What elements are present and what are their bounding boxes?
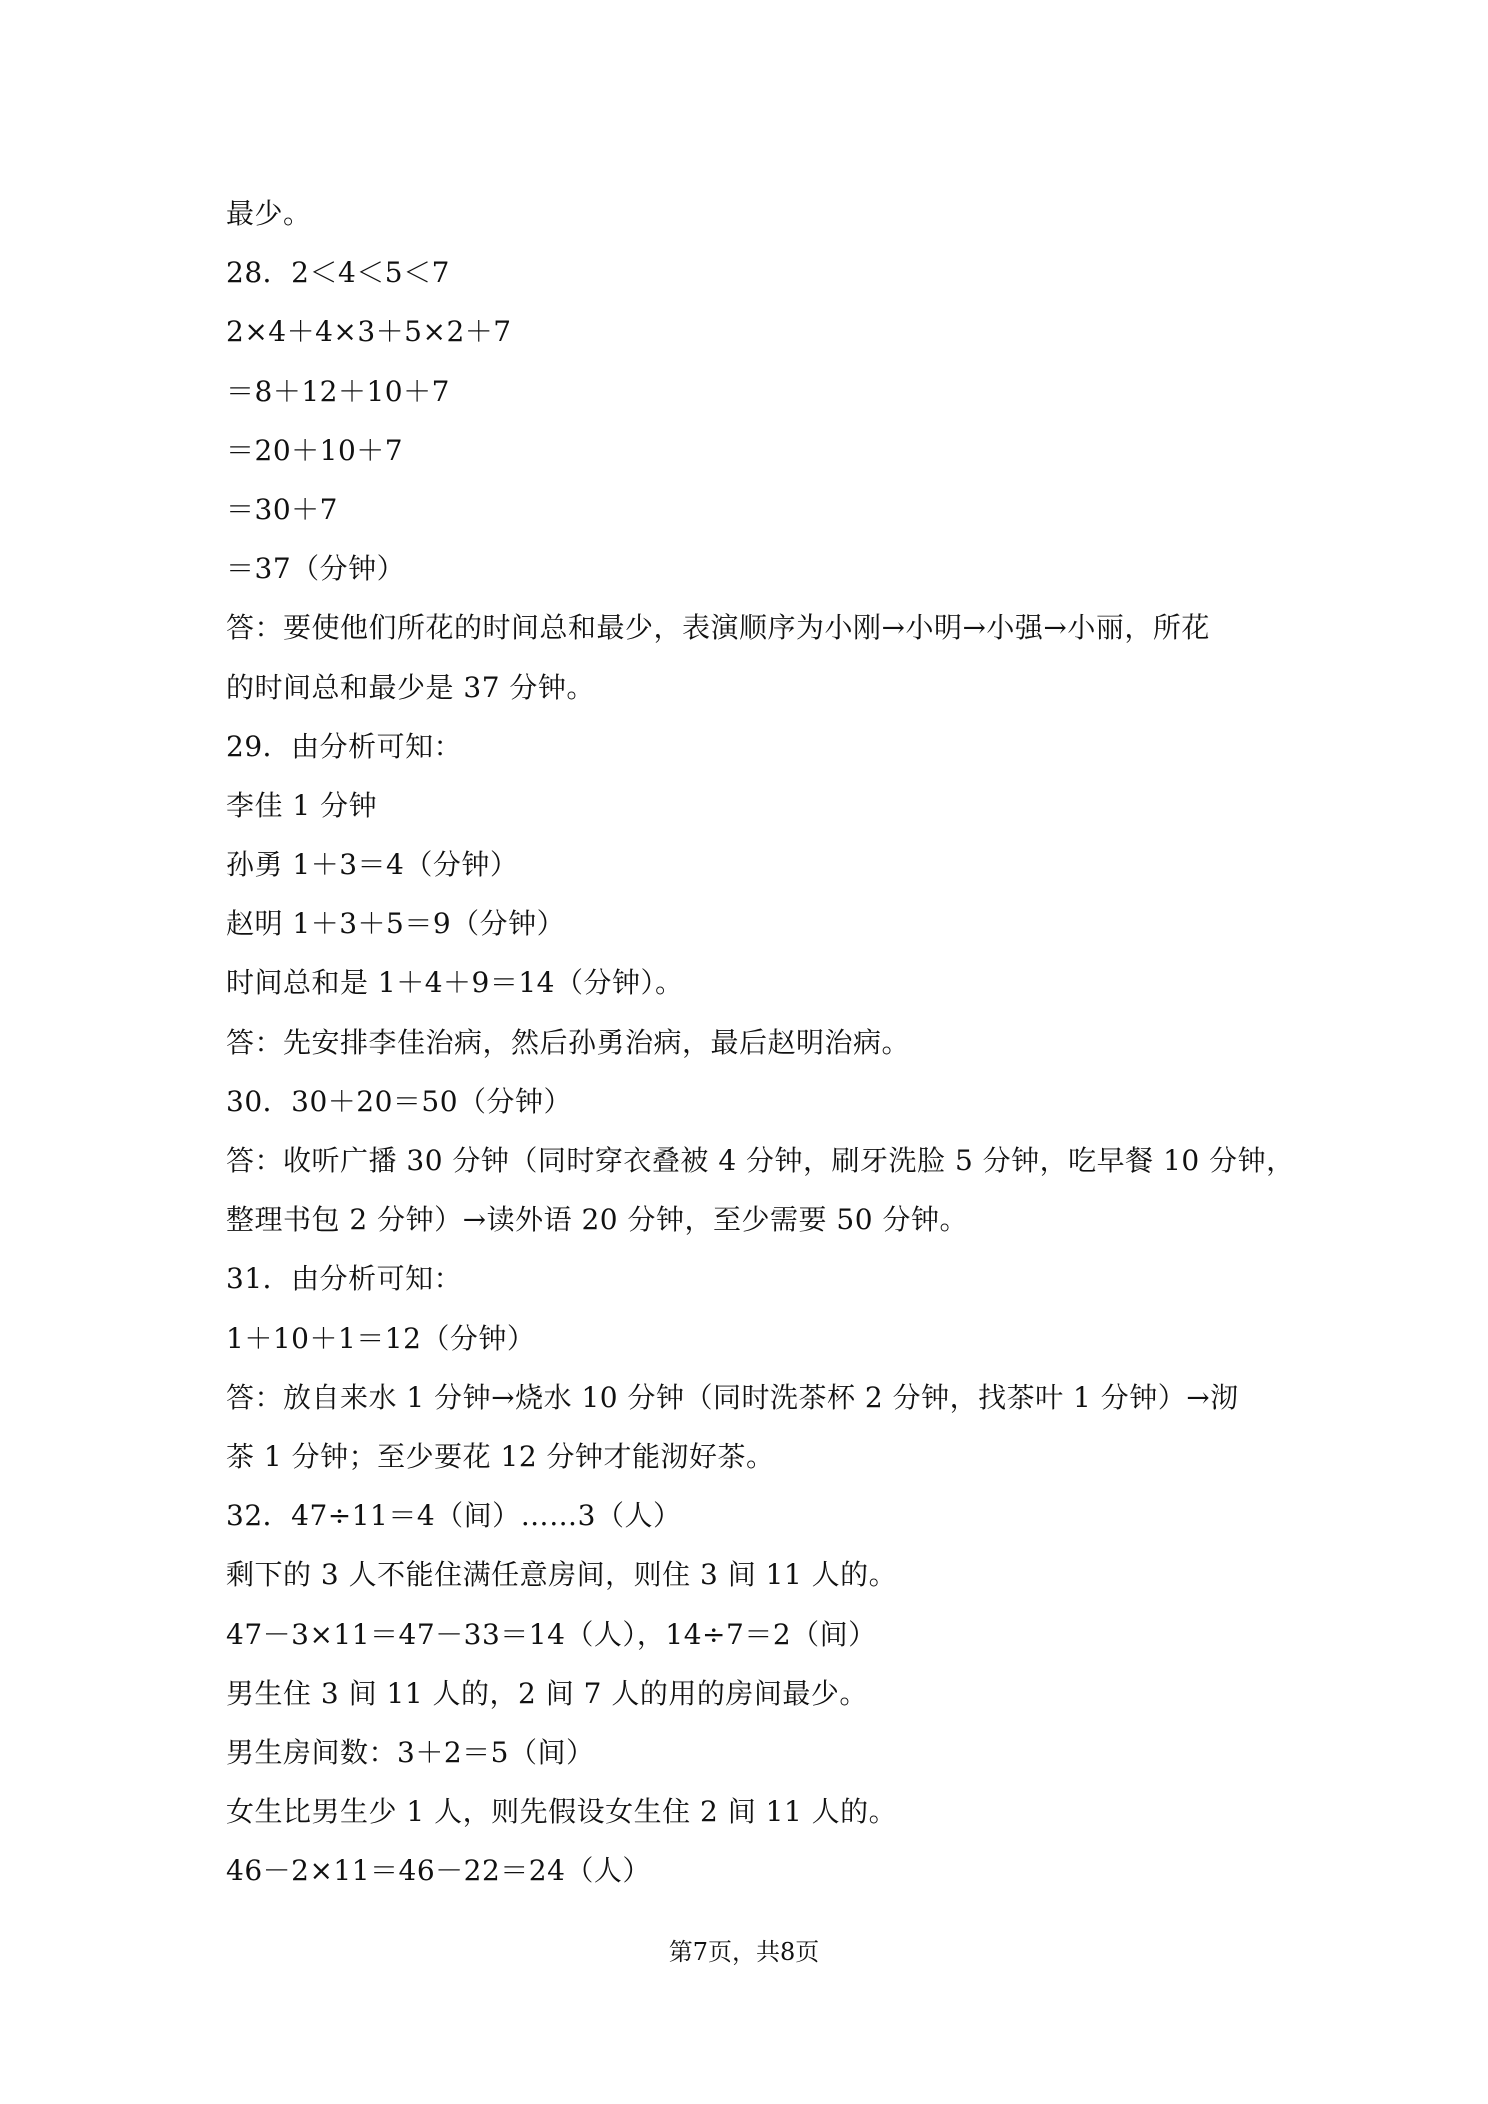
text-line: 女生比男生少 1 人，则先假设女生住 2 间 11 人的。 (226, 1795, 898, 1829)
text-line: 时间总和是 1＋4＋9＝14（分钟）。 (226, 966, 684, 1000)
text-line: 答：先安排李佳治病，然后孙勇治病，最后赵明治病。 (226, 1025, 911, 1059)
text-line: 30．30＋20＝50（分钟） (226, 1084, 573, 1118)
text-line: 最少。 (226, 197, 312, 230)
text-line: 32．47÷11＝4（间）……3（人） (226, 1499, 682, 1533)
text-line: 的时间总和最少是 37 分钟。 (226, 670, 595, 704)
text-line: 答：放自来水 1 分钟→烧水 10 分钟（同时洗茶杯 2 分钟，找茶叶 1 分钟）→沏 (226, 1380, 1239, 1414)
text-line: 孙勇 1＋3＝4（分钟） (226, 848, 519, 882)
text-line: 茶 1 分钟；至少要花 12 分钟才能沏好茶。 (226, 1439, 775, 1473)
page-footer: 第7页，共8页 (668, 1938, 820, 1966)
text-line: 李佳 1 分钟 (226, 788, 378, 822)
text-line: 赵明 1＋3＋5＝9（分钟） (226, 907, 566, 941)
text-line: 男生房间数：3＋2＝5（间） (226, 1735, 595, 1769)
text-line: ＝20＋10＋7 (226, 433, 404, 467)
text-line: 29．由分析可知： (226, 729, 463, 763)
text-line: 31．由分析可知： (226, 1262, 463, 1296)
text-line: 47－3×11＝47－33＝14（人），14÷7＝2（间） (226, 1617, 877, 1651)
text-line: ＝37（分钟） (226, 552, 406, 586)
text-line: 答：要使他们所花的时间总和最少，表演顺序为小刚→小明→小强→小丽，所花 (226, 611, 1210, 645)
text-line: ＝8＋12＋10＋7 (226, 374, 450, 408)
text-line: 剩下的 3 人不能住满任意房间，则住 3 间 11 人的。 (226, 1558, 898, 1592)
text-line: 46－2×11＝46－22＝24（人） (226, 1854, 651, 1888)
text-line: 28．2＜4＜5＜7 (226, 256, 450, 290)
text-line: 男生住 3 间 11 人的，2 间 7 人的用的房间最少。 (226, 1676, 868, 1710)
text-line: 2×4＋4×3＋5×2＋7 (226, 315, 512, 349)
text-line: 1＋10＋1＝12（分钟） (226, 1321, 536, 1355)
text-line: ＝30＋7 (226, 492, 338, 526)
text-line: 答：收听广播 30 分钟（同时穿衣叠被 4 分钟，刷牙洗脸 5 分钟，吃早餐 10 分钟， (226, 1144, 1295, 1177)
text-line: 整理书包 2 分钟）→读外语 20 分钟，至少需要 50 分钟。 (226, 1203, 968, 1237)
answer-text (226, 184, 1295, 1900)
